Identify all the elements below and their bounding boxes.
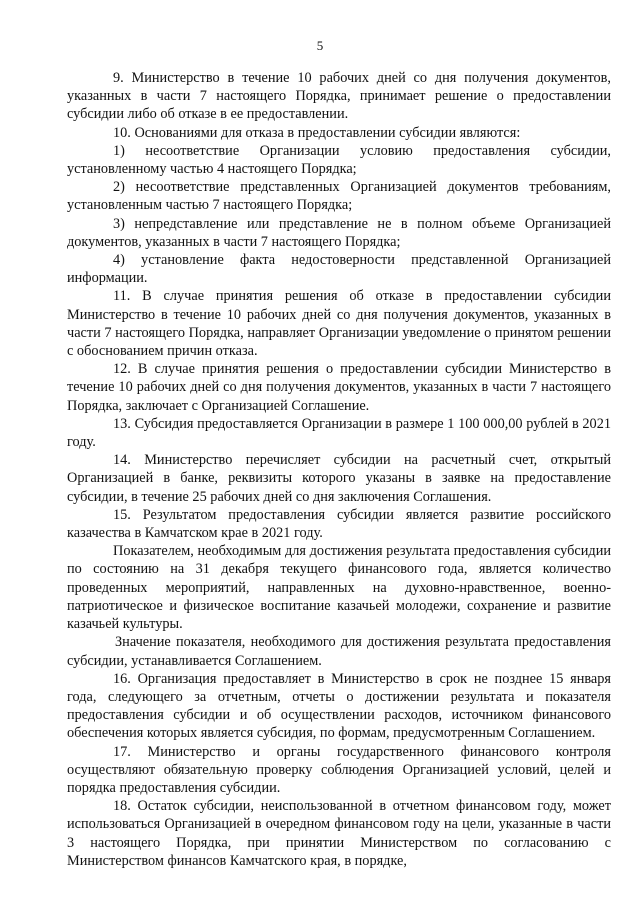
- paragraph-14: 14. Министерство перечисляет субсидии на расчетный счет, открытый Организацией в банке, реквизиты которого указаны в заявке на предоставление субсидии, в течение 25 рабочих дней со дня заключения Соглашения.: [67, 452, 611, 505]
- list-item-1: 1) несоответствие Организации условию предоставления субсидии, установленному частью 4 настоящего Порядка;: [67, 142, 611, 178]
- document-body: [67, 69, 611, 870]
- list-item-4: 4) установление факта недостоверности представленной Организацией информации.: [67, 252, 611, 287]
- paragraph-10: 10. Основаниями для отказа в предоставлении субсидии являются:: [113, 124, 521, 141]
- paragraph-9: 9. Министерство в течение 10 рабочих дней со дня получения документов, указанных в части 7 настоящего Порядка, принимает решение о предоставлении субсидии либо об отказе в ее предоставлении.: [67, 70, 611, 123]
- list-item-2: 2) несоответствие представленных Организацией документов требованиям, установленным частью 7 настоящего Порядка;: [67, 179, 611, 214]
- paragraph-18: 18. Остаток субсидии, неиспользованной в отчетном финансовом году, может использоваться Организацией в очередном финансовом году на цели, указанные в части 3 настоящего Порядка, при принятии Министерством по согласованию с Министерством финансов Камчатского края, в порядке,: [67, 798, 611, 869]
- paragraph-13: 13. Субсидия предоставляется Организации в размере 1 100 000,00 рублей в 2021 году.: [67, 415, 611, 451]
- paragraph-indicator: Показателем, необходимым для достижения результата предоставления субсидии по состоянию на 31 декабря текущего финансового года, является количество проведенных мероприятий, направленных на духовно-нравственное, военно-патриотическое и физическое воспитание казачьей молодежи, сохранение и развитие казачьей культуры.: [67, 543, 611, 633]
- paragraph-16: 16. Организация предоставляет в Министерство в срок не позднее 15 января года, следующего за отчетным, отчеты о достижении результата и показателя предоставления субсидии и об осуществлении расходов, источником финансового обеспечения которых является субсидия, по формам, предусмотренным Соглашением.: [67, 670, 611, 742]
- page-number: 5: [316, 38, 324, 53]
- list-item-3: 3) непредставление или представление не в полном объеме Организацией документов, указанных в части 7 настоящего Порядка;: [67, 215, 611, 250]
- paragraph-15: 15. Результатом предоставления субсидии является развитие российского казачества в Камчатском крае в 2021 году.: [67, 506, 611, 542]
- paragraph-11: 11. В случае принятия решения об отказе в предоставлении субсидии Министерство в течение 10 рабочих дней со дня получения документов, указанных в части 7 настоящего Порядка, направляет Организации уведомление о принятом решении с обоснованием причин отказа.: [67, 288, 611, 360]
- paragraph-indicator-value: Значение показателя, необходимого для достижения результата предоставления субсидии, устанавливается Соглашением.: [67, 634, 611, 669]
- paragraph-17: 17. Министерство и органы государственного финансового контроля осуществляют обязательную проверку соблюдения Организацией условий, целей и порядка предоставления субсидии.: [67, 743, 611, 796]
- paragraph-12: 12. В случае принятия решения о предоставлении субсидии Министерство в течение 10 рабочих дней со дня получения документов, указанных в части 7 настоящего Порядка, заключает с Организацией Соглашение.: [67, 361, 611, 414]
